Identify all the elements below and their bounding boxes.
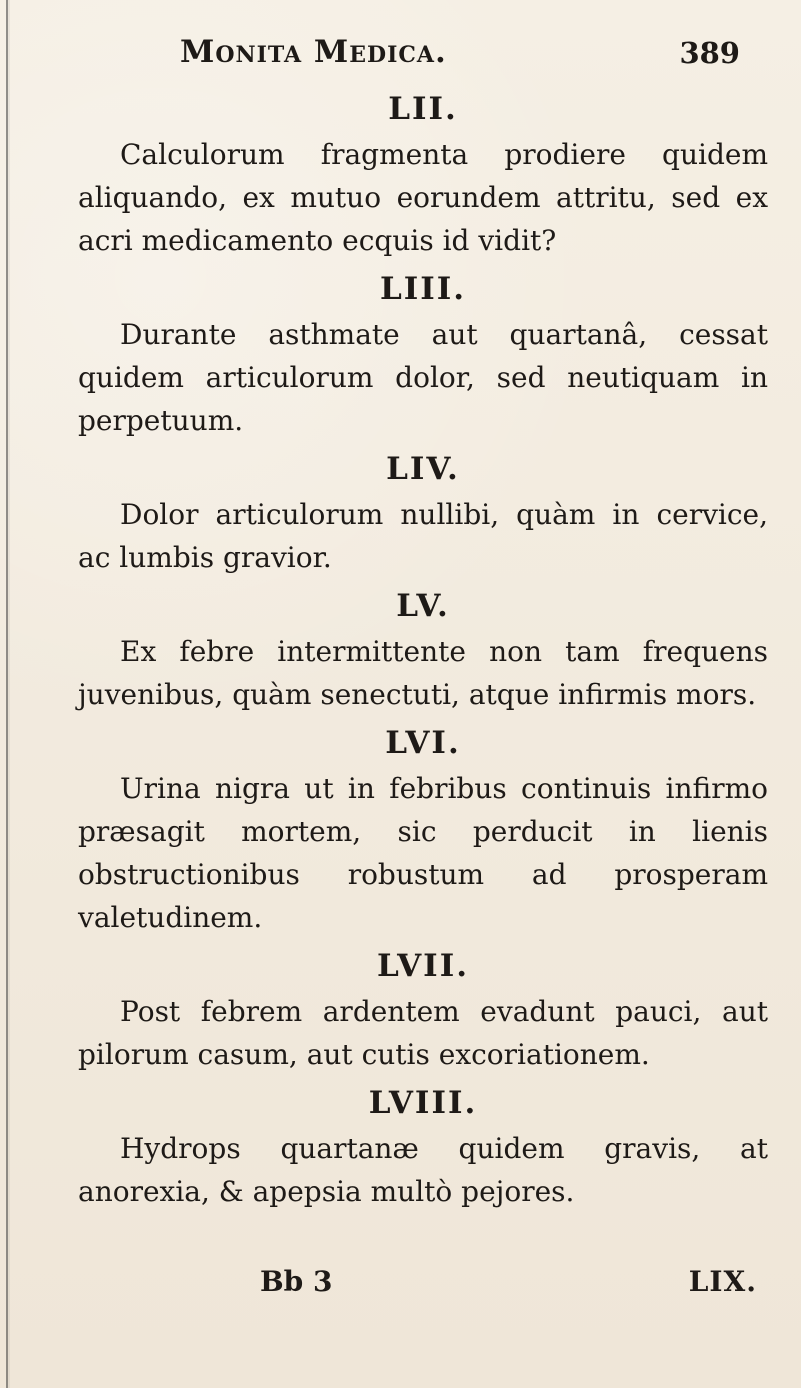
section-paragraph: Urina nigra ut in febribus continuis infirmo præsagit mortem, sic perducit in lienis obstructionibus robustum ad prosperam valetudinem. bbox=[78, 772, 768, 934]
signature-mark: Bb 3 bbox=[260, 1265, 333, 1298]
page-edge-rule bbox=[6, 0, 16, 1388]
running-title: Monita Medica. bbox=[180, 34, 447, 70]
section-paragraph: Durante asthmate aut quartanâ, cessat quidem articulorum dolor, sed neutiquam in perpetuum. bbox=[78, 318, 768, 437]
section-lviii bbox=[78, 1082, 768, 1213]
section-title: LVII. bbox=[377, 948, 469, 984]
section-paragraph: Post febrem ardentem evadunt pauci, aut pilorum casum, aut cutis excoriationem. bbox=[78, 995, 768, 1071]
section-title: LIV. bbox=[386, 451, 460, 487]
section-lii bbox=[78, 88, 768, 262]
section-paragraph: Hydrops quartanæ quidem gravis, at anorexia, & apepsia multò pejores. bbox=[78, 1132, 768, 1208]
section-title: LV. bbox=[396, 588, 450, 624]
section-liii bbox=[78, 268, 768, 442]
page-footer bbox=[0, 1265, 801, 1305]
section-title: LVIII. bbox=[368, 1085, 478, 1121]
section-paragraph: Ex febre intermittente non tam frequens juvenibus, quàm senectuti, atque infirmis mors. bbox=[78, 635, 768, 711]
section-paragraph: Calculorum fragmenta prodiere quidem aliquando, ex mutuo eorundem attritu, sed ex acri medicamento ecquis id vidit? bbox=[78, 138, 768, 257]
section-title: LII. bbox=[388, 91, 458, 127]
section-lvii bbox=[78, 945, 768, 1076]
section-paragraph: Dolor articulorum nullibi, quàm in cervice, ac lumbis gravior. bbox=[78, 498, 768, 574]
section-title: LVI. bbox=[385, 725, 461, 761]
page-number: 389 bbox=[679, 36, 740, 70]
catchword: LIX. bbox=[688, 1265, 757, 1298]
section-title: LIII. bbox=[379, 271, 467, 307]
section-lvi bbox=[78, 722, 768, 939]
main-text bbox=[78, 88, 768, 1219]
page-header bbox=[180, 34, 740, 82]
section-lv bbox=[78, 585, 768, 716]
section-liv bbox=[78, 448, 768, 579]
